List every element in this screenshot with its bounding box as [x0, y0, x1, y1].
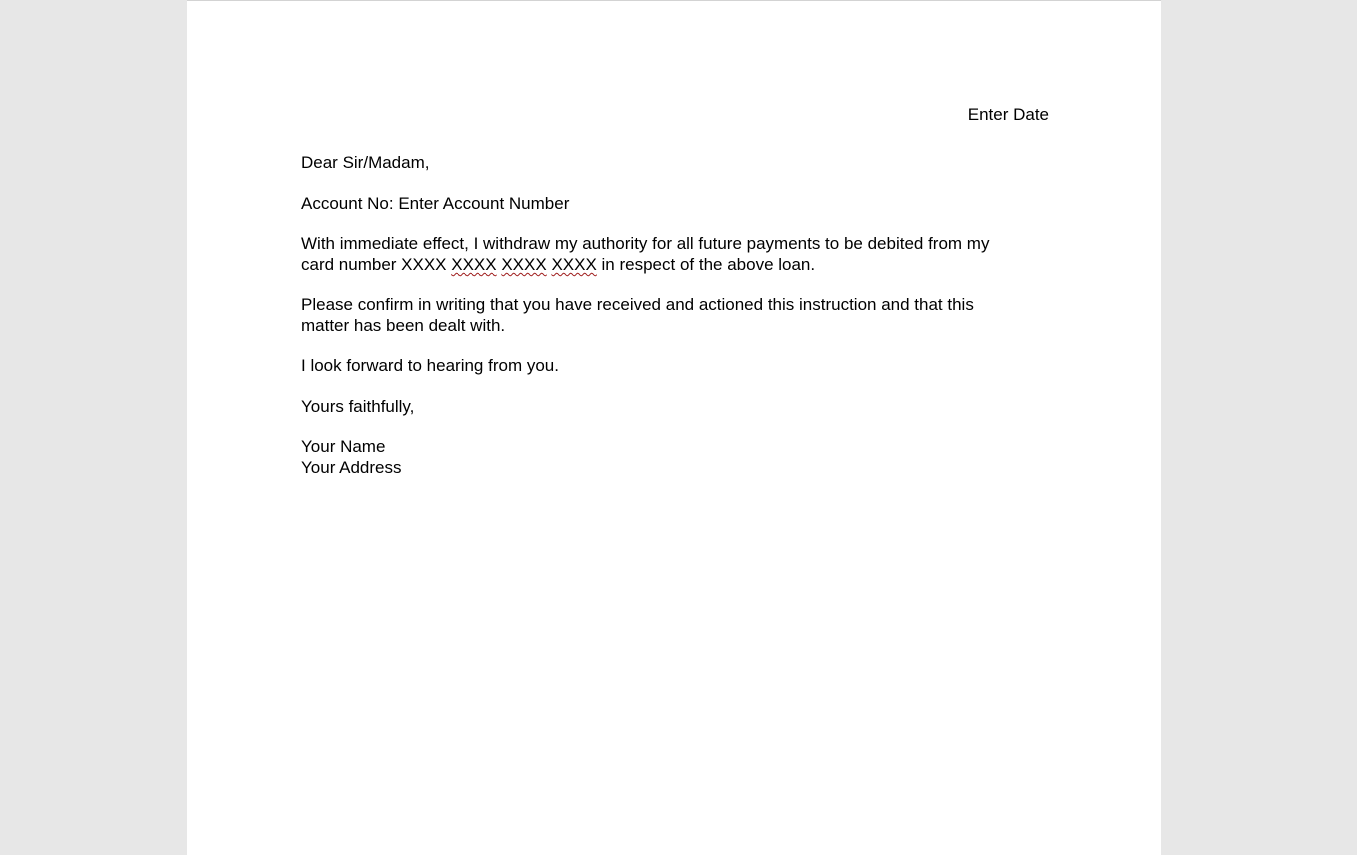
confirmation-request-paragraph[interactable]: Please confirm in writing that you have received and actioned this instruction and that this matter has been dealt with. — [301, 295, 974, 335]
withdraw-authority-paragraph[interactable] — [301, 234, 1017, 275]
document-text-area[interactable] — [301, 104, 1049, 478]
withdraw-text-part2: in respect of the above loan. — [596, 254, 816, 274]
card-digits-group-4: XXXX — [551, 254, 597, 274]
card-digits-group-2: XXXX — [451, 254, 497, 274]
signature-block[interactable] — [301, 437, 1017, 478]
closing-line[interactable]: Yours faithfully, — [301, 396, 415, 416]
look-forward-paragraph[interactable]: I look forward to hearing from you. — [301, 356, 559, 376]
signature-name: Your Name — [301, 437, 386, 457]
withdraw-text-part1: With immediate effect, I withdraw my authority for all future payments to be debited from my card number XXXX — [301, 234, 990, 274]
page-top-divider — [187, 0, 1161, 1]
card-digits-group-3: XXXX — [501, 254, 547, 274]
salutation-line[interactable]: Dear Sir/Madam, — [301, 153, 430, 173]
date-placeholder[interactable]: Enter Date — [967, 105, 1049, 124]
document-page[interactable] — [187, 0, 1161, 855]
signature-address: Your Address — [301, 457, 402, 477]
account-number-line[interactable]: Account No: Enter Account Number — [301, 193, 570, 213]
